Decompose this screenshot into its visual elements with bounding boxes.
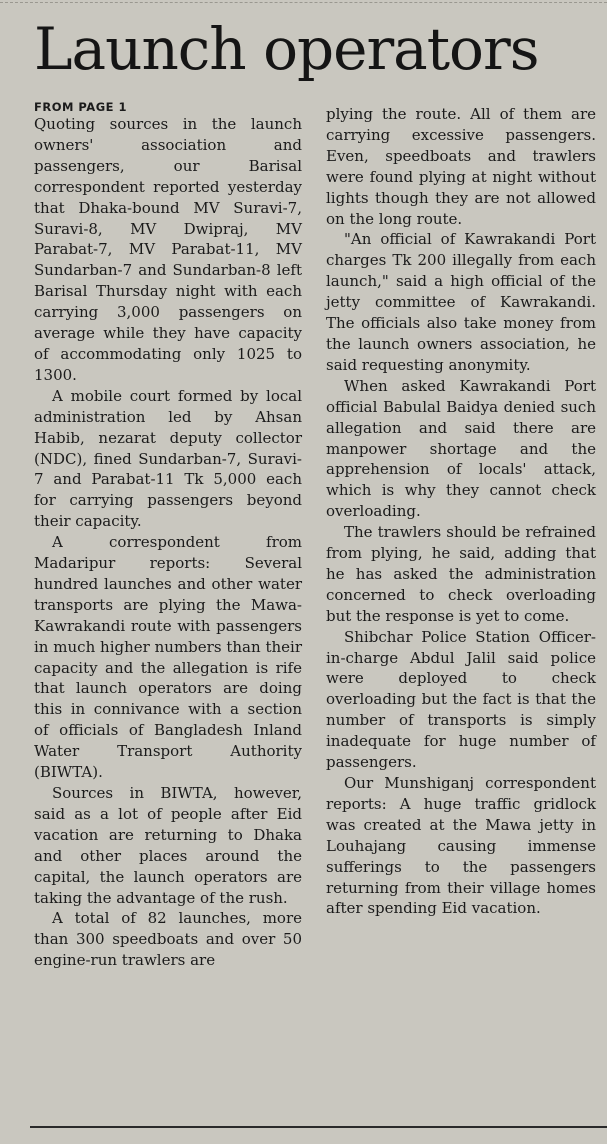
bottom-divider <box>30 1126 607 1128</box>
article-right-column <box>326 104 596 919</box>
article-headline: Launch operators <box>34 15 539 83</box>
article-paragraph: Sources in BIWTA, however, said as a lot of people after Eid vacation are returning to Dhaka and other places around the capital, the launch operators are taking the advantage of the rush. <box>34 784 302 907</box>
article-paragraph: A correspondent from Madaripur reports: Several hundred launches and other water transports are plying the Mawa-Kawrakandi route with passengers in much higher numbers than their capacity and the allegation is rife that launch operators are doing this in connivance with a section of officials of Bangladesh Inland Water Transport Authority (BIWTA). <box>34 533 302 782</box>
article-paragraph: A total of 82 launches, more than 300 speedboats and over 50 engine-run trawlers are <box>34 909 302 970</box>
article-paragraph: When asked Kawrakandi Port official Babulal Baidya denied such allegation and said there are manpower shortage and the apprehension of locals' attack, which is why they cannot check overloading. <box>326 376 596 521</box>
article-paragraph: "An official of Kawrakandi Port charges Tk 200 illegally from each launch," said a high official of the jetty committee of Kawrakandi. The officials also take money from the launch owners association, he said requesting anonymity. <box>326 230 596 374</box>
article-left-column <box>34 100 302 971</box>
article-paragraph: A mobile court formed by local administration led by Ahsan Habib, nezarat deputy collector (NDC), fined Sundarban-7, Suravi-7 and Parabat-11 Tk 5,000 each for carrying passengers beyond their capacity. <box>34 386 302 531</box>
article-paragraph: Shibchar Police Station Officer-in-charge Abdul Jalil said police were deployed to check overloading but the fact is that the number of transports is simply inadequate for huge number of passengers. <box>326 627 596 772</box>
article-paragraph: The trawlers should be refrained from plying, he said, adding that he has asked the administration concerned to check overloading but the response is yet to come. <box>326 523 596 625</box>
article-paragraph: Our Munshiganj correspondent reports: A huge traffic gridlock was created at the Mawa jetty in Louhajang causing immense sufferings to the passengers returning from their village homes after spending Eid vacation. <box>326 774 596 918</box>
jump-label: FROM PAGE 1 <box>34 100 128 114</box>
top-edge-rule <box>0 2 607 7</box>
article-paragraph: plying the route. All of them are carrying excessive passengers. Even, speedboats and trawlers were found plying at night without lights though they are not allowed on the long route. <box>326 105 596 228</box>
article-paragraph: Quoting sources in the launch owners' association and passengers, our Barisal correspondent reported yesterday that Dhaka-bound MV Suravi-7, Suravi-8, MV Dwipraj, MV Parabat-7, MV Parabat-11, MV Sundarban-7 and Sundarban-8 left Barisal Thursday night with each carrying 3,000 passengers on average while they have capacity of accommodating only 1025 to 1300. <box>34 115 302 384</box>
